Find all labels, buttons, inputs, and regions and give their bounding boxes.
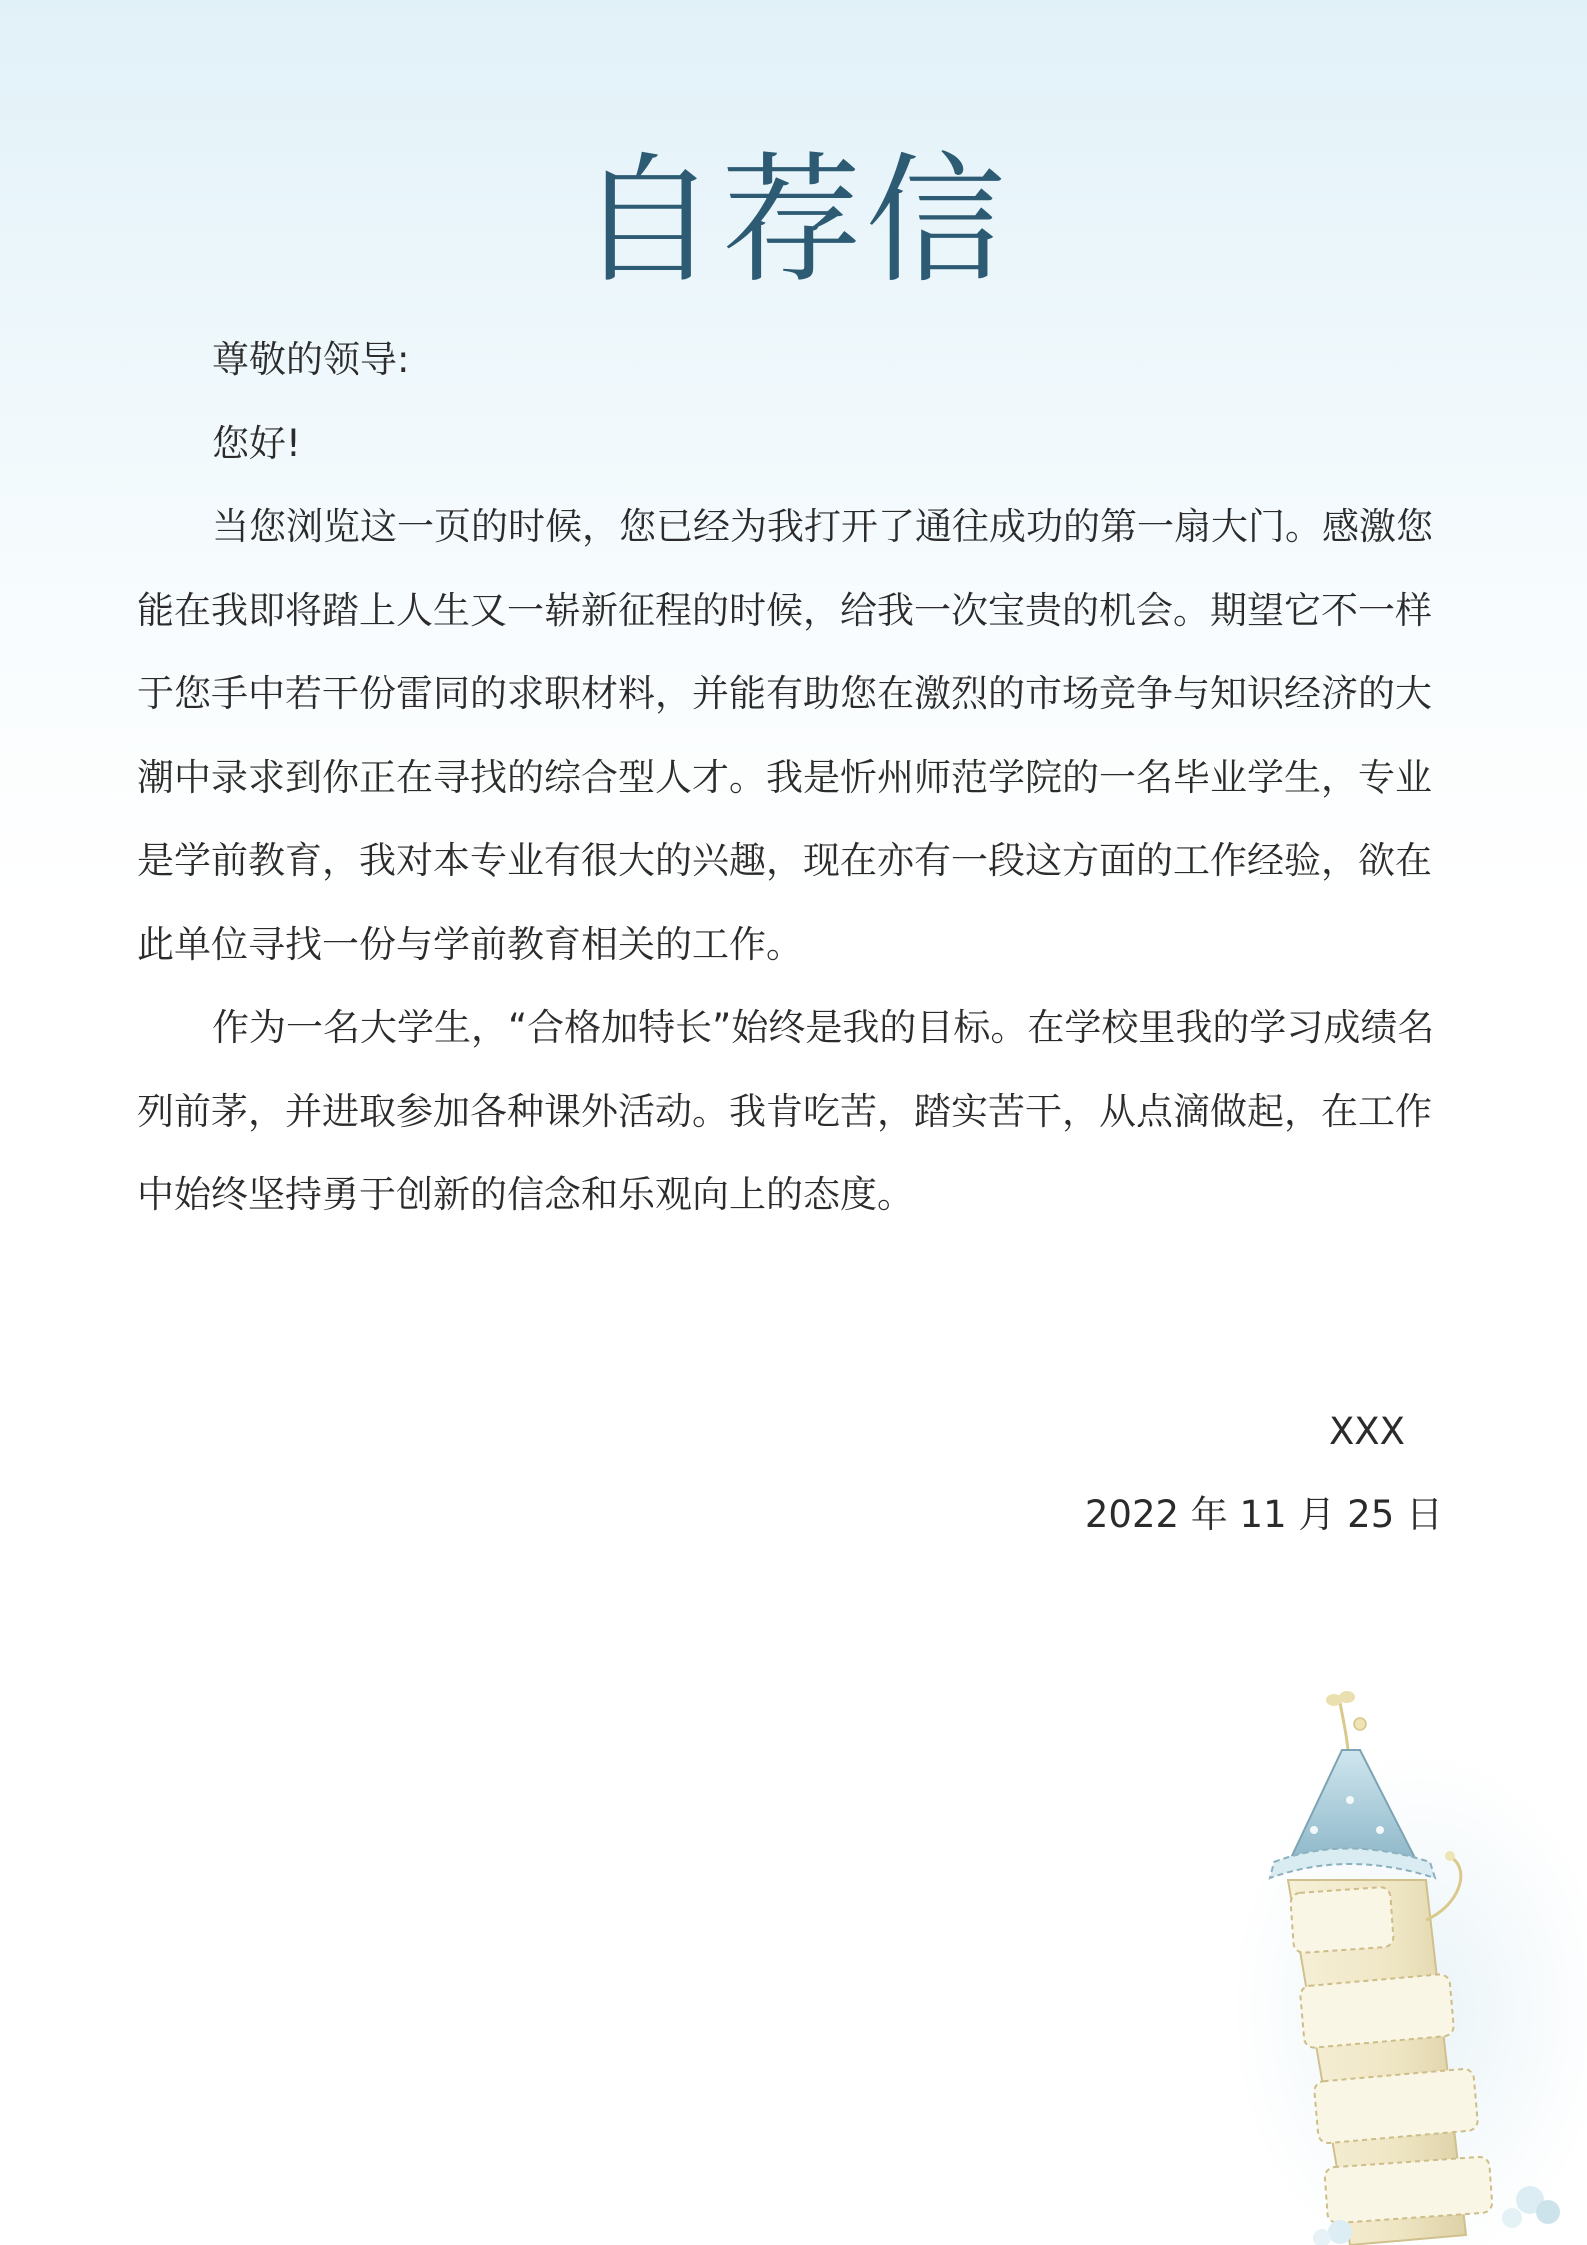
page-title: 自荐信 [577,140,1010,303]
signature-name: XXX [1328,1410,1405,1453]
greeting: 您好! [212,421,301,465]
paragraph-intro: 当您浏览这一页的时候，您已经为我打开了通往成功的第一扇大门。感激您能在我即将踏上人生又一崭新征程的时候，给我一次宝贵的机会。期望它不一样于您手中若干份雷同的求职材料，并能有助您在激烈的市场竞争与知识经济的大潮中录求到你正在寻找的综合型人才。我是忻州师范学院的一名毕业学生，专业是学前教育，我对本专业有很大的兴趣，现在亦有一段这方面的工作经验，欲在此单位寻找一份与学前教育相关的工作。 [137,505,1433,966]
paragraph-goals: 作为一名大学生，“合格加特长”始终是我的目标。在学校里我的学习成绩名列前茅，并进取参加各种课外活动。我肯吃苦，踏实苦干，从点滴做起，在工作中始终坚持勇于创新的信念和乐观向上的态度。 [137,1006,1435,1216]
letter-body [137,318,1447,1237]
signpost-house-illustration-icon [1230,1680,1587,2245]
salutation: 尊敬的领导: [212,338,410,381]
signature-date: 2022 年 11 月 25 日 [1084,1493,1443,1536]
